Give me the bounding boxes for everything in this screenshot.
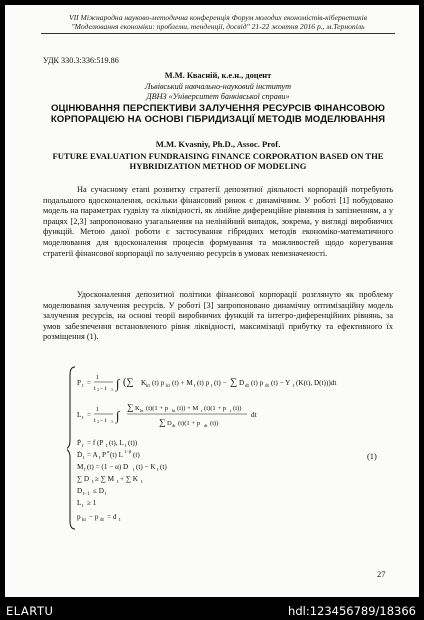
svg-text:t: t (106, 444, 108, 449)
svg-text:≤ D: ≤ D (93, 487, 104, 495)
svg-text:t: t (84, 468, 86, 473)
svg-text:t−1: t−1 (83, 492, 90, 497)
svg-text:α: α (107, 449, 110, 454)
svg-text:(t)) + M: (t)) + M (177, 405, 199, 412)
svg-text:− t: − t (100, 386, 107, 392)
svg-text:(t)): (t)) (128, 439, 138, 447)
svg-text:− p: − p (89, 513, 99, 521)
svg-text:1: 1 (111, 419, 113, 424)
conference-header (41, 13, 395, 31)
svg-text:t: t (157, 468, 159, 473)
svg-text:t: t (117, 480, 119, 485)
svg-text:(t) p: (t) p (251, 379, 264, 387)
svg-text:t: t (94, 418, 96, 424)
header-line-2: "Моделювання економіки: проблеми, тенденції, досвід" 21-22 жовтня 2016 р., м.Тернопіль (71, 22, 365, 31)
svg-text:=: = (87, 379, 92, 387)
svg-text:(t) L: (t) L (110, 451, 123, 459)
svg-text:(t) − Y: (t) − Y (271, 379, 291, 387)
svg-text:(∑: (∑ (123, 377, 134, 388)
svg-text:2: 2 (97, 387, 99, 392)
svg-text:t: t (83, 456, 85, 461)
header-rule (41, 33, 395, 34)
svg-text:t: t (99, 456, 101, 461)
svg-text:1: 1 (96, 375, 99, 381)
svg-text:∑ D: ∑ D (77, 475, 90, 483)
svg-text:p: p (77, 513, 81, 521)
header-line-1: VII Міжнародна науково-методична конференція Форум молодих економістів-кібернетиків (68, 13, 368, 22)
document-page (5, 5, 419, 597)
page-number: 27 (377, 570, 386, 579)
svg-text:(t)(1 + p: (t)(1 + p (204, 405, 227, 412)
title-en: FUTURE EVALUATION FUNDRAISING FINANCE CORPORATION BASED ON THE HYBRIDIZATION METHOD OF MODELING (52, 151, 384, 171)
svg-text:(t)(1 + p: (t)(1 + p (146, 405, 169, 412)
svg-text:P: P (77, 379, 81, 387)
svg-text:≥ 1: ≥ 1 (87, 499, 97, 507)
svg-text:t: t (119, 518, 121, 523)
svg-text:dt: dt (172, 423, 176, 428)
svg-text:=: = (87, 411, 92, 419)
author-en: M.M. Kvasniy, Ph.D., Assoc. Prof. (155, 139, 281, 149)
svg-text:t: t (141, 480, 143, 485)
svg-text:(t): (t) (160, 463, 167, 471)
svg-text:M: M (77, 463, 84, 471)
svg-text:P: P (102, 451, 106, 459)
svg-text:t: t (133, 468, 135, 473)
svg-text:∫: ∫ (116, 376, 120, 391)
svg-text:1: 1 (111, 387, 113, 392)
svg-text:kt: kt (166, 384, 170, 389)
svg-text:2: 2 (97, 419, 99, 424)
svg-text:(t) p: (t) p (152, 379, 165, 387)
svg-text:kt: kt (82, 518, 86, 523)
svg-text:− t: − t (100, 418, 107, 424)
svg-text:(t) −: (t) − (214, 379, 227, 387)
svg-text:t: t (94, 386, 96, 392)
affiliation-2: ДВНЗ «Університет банківської справи» (146, 92, 290, 101)
equation-system (67, 363, 387, 533)
affiliation-1: Львівський навчально-науковий інститут (144, 82, 292, 91)
svg-text:L: L (77, 499, 82, 507)
svg-text:Ṗ: Ṗ (77, 439, 81, 447)
repository-label: ELARTU (6, 604, 54, 618)
svg-text:t: t (92, 480, 94, 485)
paragraph-2: Удосконалення депозитної політики фінансової корпорації розглянуто як проблему моделювання залучення ресурсів. У роботі [3] запропоновано динамічну оптимізаційну модель залучення ресурсів, на основі теорії виробничих функцій та інтегро-диференційних рівнянь, за умов забезпечення встановленого рівня ліквідності, максимізації прибутку та ефективного їх розміщення (1). (43, 290, 393, 342)
svg-text:t: t (293, 384, 295, 389)
svg-text:t: t (105, 492, 107, 497)
paragraph-1: На сучасному етапі розвитку стратегії депозитної діяльності корпорацій потребують подальшого вдосконалення, оскільки фінансовий ринок є динамічним. У роботі [1] побудовано модель на параметрах гудвілу та ліквідності, як лінійне диференційне рівняння із запізненням, а у працях [2,3] запропоновано узагальнення на нелінійний випадок, зокрема, у вигляді виробничих функцій. Метою даної роботи є застосування гібридних методів економіко-математичного моделювання для вдосконалення процесів формування та можливостей щодо корегування стратегії фінансової корпорації по залученню ресурсів в умовах невизначеності. (43, 185, 393, 258)
svg-text:L: L (77, 411, 82, 419)
svg-text:D: D (167, 420, 172, 427)
svg-text:= d: = d (107, 513, 117, 521)
svg-text:D: D (77, 487, 83, 495)
svg-text:(t), L: (t), L (109, 439, 124, 447)
svg-text:∫: ∫ (116, 408, 120, 423)
svg-text:kt: kt (140, 408, 144, 413)
svg-text:(t): (t) (133, 451, 140, 459)
svg-text:t: t (194, 384, 196, 389)
svg-text:t: t (125, 444, 127, 449)
svg-text:= A: = A (87, 451, 98, 459)
svg-text:(t) = (1 − α) D: (t) = (1 − α) D (87, 463, 129, 471)
svg-text:(t) p: (t) p (197, 379, 210, 387)
svg-text:K: K (141, 379, 147, 387)
svg-text:(t) − K: (t) − K (136, 463, 156, 471)
svg-text:(t)(1 + p: (t)(1 + p (178, 420, 201, 427)
svg-text:D: D (239, 379, 245, 387)
svg-text:t: t (201, 408, 203, 413)
svg-text:dt: dt (100, 518, 104, 523)
svg-text:(K(t), D(t)))dt: (K(t), D(t)))dt (296, 379, 337, 387)
svg-text:= f (P: = f (P (87, 439, 104, 447)
handle-label: hdl:123456789/18366 (288, 604, 416, 618)
svg-text:t: t (82, 384, 84, 389)
svg-text:dt: dt (265, 384, 269, 389)
svg-text:dt: dt (251, 411, 257, 419)
svg-text:t: t (211, 384, 213, 389)
svg-text:t: t (230, 408, 232, 413)
svg-text:kt: kt (172, 408, 176, 413)
svg-text:≥ ∑ M: ≥ ∑ M (95, 475, 115, 483)
udk-code: УДК 330.3:336:519.86 (43, 56, 119, 65)
svg-text:t: t (82, 504, 84, 509)
svg-text:1−β: 1−β (124, 449, 132, 454)
svg-text:dt: dt (204, 423, 208, 428)
svg-text:Ḋ: Ḋ (77, 451, 83, 459)
svg-text:∑: ∑ (127, 402, 134, 412)
svg-text:(t)): (t)) (210, 420, 219, 427)
svg-text:K: K (135, 405, 140, 412)
svg-text:1: 1 (96, 407, 99, 413)
svg-text:(t) + M: (t) + M (172, 379, 193, 387)
svg-text:dt: dt (245, 384, 249, 389)
author-ua: М.М. Квасній, к.е.н., доцент (164, 71, 272, 80)
equation-number: (1) (367, 452, 377, 461)
svg-text:∑: ∑ (230, 377, 238, 388)
svg-text:t: t (82, 444, 84, 449)
svg-text:kt: kt (146, 384, 150, 389)
svg-text:+ ∑ K: + ∑ K (120, 475, 138, 483)
title-ua: ОЦІНЮВАННЯ ПЕРСПЕКТИВИ ЗАЛУЧЕННЯ РЕСУРСІВ ФІНАНСОВОЮ КОРПОРАЦІЄЮ НА ОСНОВІ ГІБРИДИЗАЦІЇ МЕТОДІВ МОДЕЛЮВАННЯ (50, 103, 386, 125)
svg-text:(t)): (t)) (233, 405, 242, 412)
svg-text:t: t (82, 416, 84, 421)
svg-text:∑: ∑ (159, 417, 166, 427)
